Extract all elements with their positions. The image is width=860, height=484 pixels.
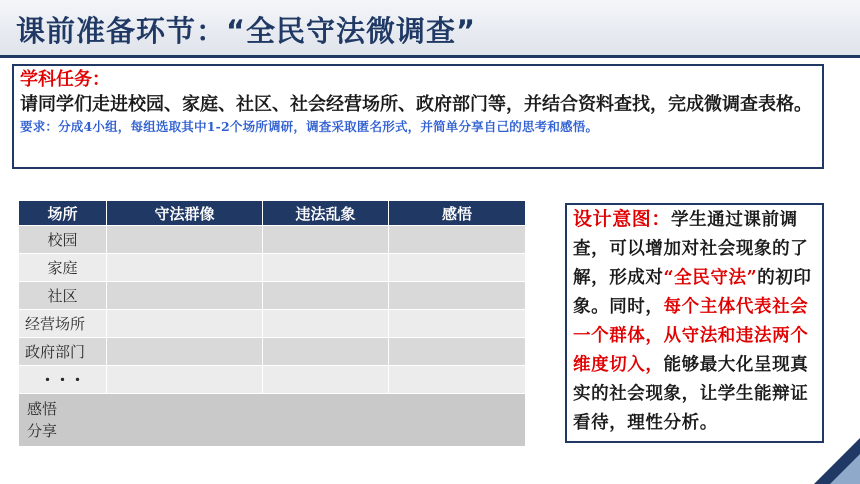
corner-decoration-inner <box>830 454 860 484</box>
reflection-label-line2: 分享 <box>27 422 58 440</box>
table-cell <box>107 338 263 366</box>
table-cell-place: 社区 <box>19 282 107 310</box>
table-row <box>19 282 526 310</box>
table-cell-place: 经营场所 <box>19 310 107 338</box>
table-header: 场所 <box>19 201 107 226</box>
table-row <box>19 254 526 282</box>
table-cell <box>389 254 526 282</box>
page-title: 课前准备环节：“全民守法微调查” <box>16 14 477 48</box>
table-cell <box>107 254 263 282</box>
intent-text-5: 能够最大化呈现真实的社会现象，让学生能辩证看待，理性分析。 <box>573 355 809 433</box>
intent-text-4: 每个主体代表社会一个群体，从守法和违法两个维度切入， <box>573 297 809 375</box>
table-cell <box>107 366 263 394</box>
table-cell <box>263 226 389 254</box>
task-box <box>12 64 824 169</box>
table-header: 守法群像 <box>107 201 263 226</box>
table-cell <box>389 310 526 338</box>
intent-text-3: 的初印象。同时， <box>573 268 812 317</box>
table-row <box>19 366 526 394</box>
table-header-row <box>19 201 526 226</box>
reflection-label-line1: 感悟 <box>27 400 58 418</box>
title-divider <box>0 55 860 58</box>
reflection-cell <box>19 394 526 447</box>
table-cell <box>263 254 389 282</box>
survey-table <box>18 200 526 447</box>
task-text: 请同学们走进校园、家庭、社区、社会经营场所、政府部门等，并结合资料查找，完成微调查表格。 <box>20 94 812 115</box>
table-cell <box>107 282 263 310</box>
table-header: 感悟 <box>389 201 526 226</box>
table-cell <box>263 366 389 394</box>
intent-text-2: “全民守法” <box>663 268 758 288</box>
table-cell <box>107 310 263 338</box>
table-cell-place: ・・・ <box>19 366 107 394</box>
table-cell <box>389 338 526 366</box>
task-requirement: 要求：分成4小组，每组选取其中1-2个场所调研，调查采取匿名形式，并简单分享自己的思考和感悟。 <box>20 119 599 134</box>
table-row-reflection <box>19 394 526 447</box>
table-cell-place: 政府部门 <box>19 338 107 366</box>
design-intent-box <box>565 203 824 443</box>
table-cell <box>107 226 263 254</box>
table-cell <box>263 338 389 366</box>
table-cell-place: 家庭 <box>19 254 107 282</box>
table-header: 违法乱象 <box>263 201 389 226</box>
table-cell <box>389 282 526 310</box>
intent-label: 设计意图： <box>573 208 672 230</box>
intent-text-1: 学生通过课前调查，可以增加对社会现象的了解，形成对 <box>573 210 809 288</box>
table-row <box>19 338 526 366</box>
table-cell <box>263 310 389 338</box>
table-cell-place: 校园 <box>19 226 107 254</box>
table-cell <box>389 226 526 254</box>
task-label: 学科任务： <box>20 69 110 90</box>
table-cell <box>263 282 389 310</box>
table-row <box>19 310 526 338</box>
table-cell <box>389 366 526 394</box>
table-row <box>19 226 526 254</box>
